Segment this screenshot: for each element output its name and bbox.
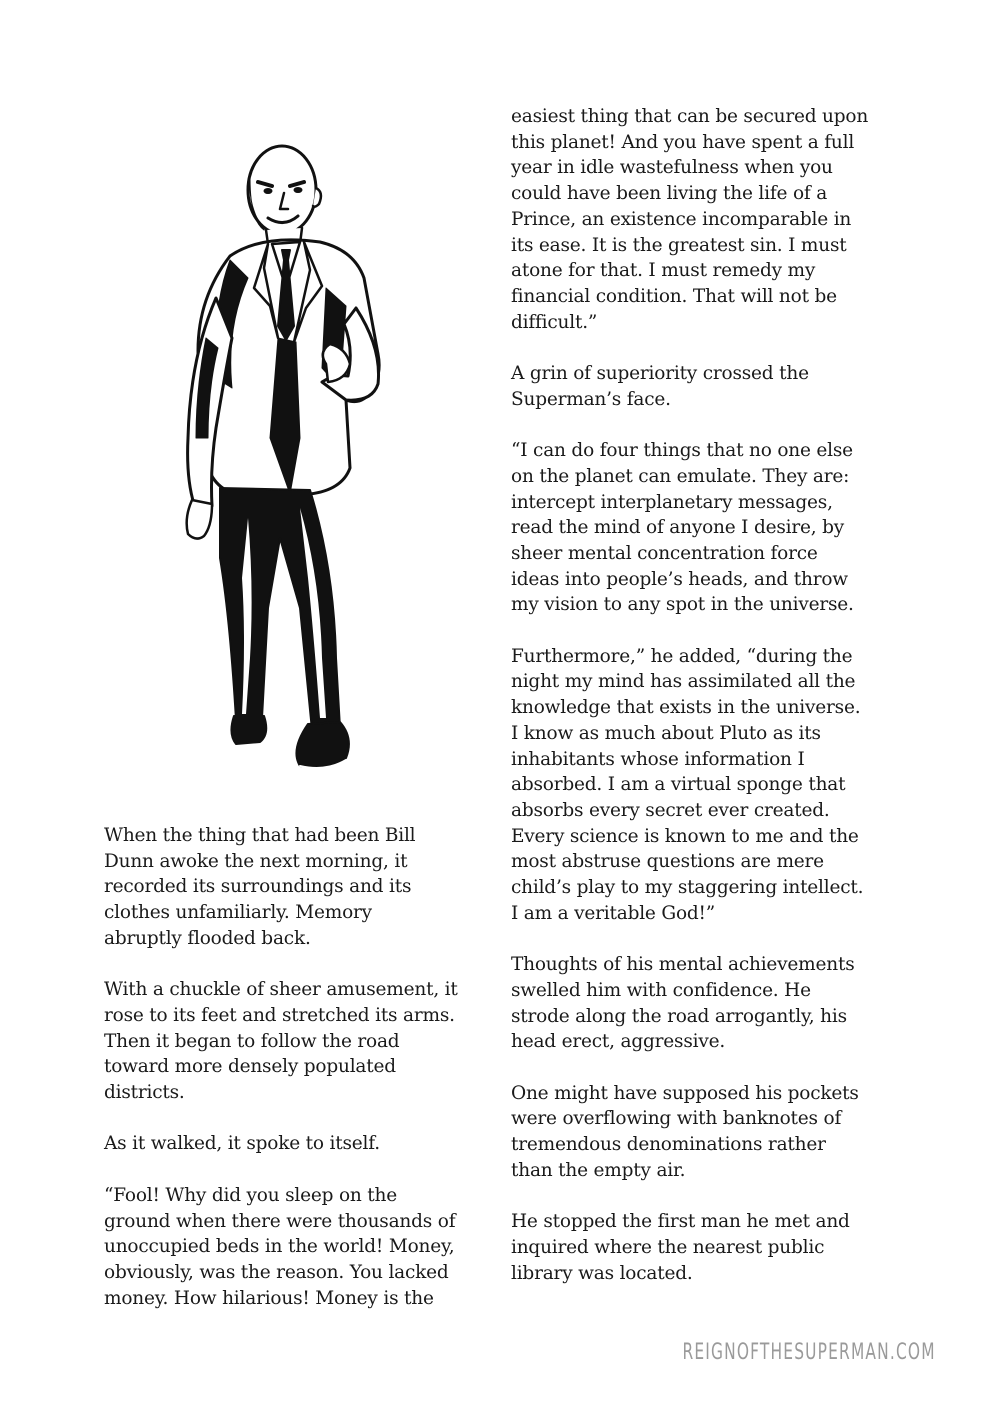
- paragraph: easiest thing that can be secured upon this planet! And you have spent a full year in idle wastefulness when you could have been living the life of a Prince, an existence incomparable in its ease. It is the greatest sin. I must atone for that. I must remedy my financial condition. That will not be difficult.”: [511, 106, 869, 333]
- footer-site-url: REIGNOFTHESUPERMAN.COM: [682, 1340, 936, 1365]
- paragraph: Thoughts of his mental achievements swelled him with confidence. He strode along the road arrogantly, his head erect, aggressive.: [511, 954, 855, 1053]
- text-column-left: [104, 823, 499, 1311]
- text-column-right: [511, 104, 911, 1286]
- paragraph: “Fool! Why did you sleep on the ground when there were thousands of unoccupied beds in the world! Money, obviously, was the reason. You lacked money. How hilarious! Money is the: [104, 1184, 456, 1309]
- paragraph: As it walked, it spoke to itself.: [104, 1133, 380, 1155]
- paragraph: When the thing that had been Bill Dunn awoke the next morning, it recorded its surroundings and its clothes unfamiliarly. Memory abruptly flooded back.: [104, 825, 416, 949]
- paragraph: “I can do four things that no one else on the planet can emulate. They are: intercept interplanetary messages, read the mind of anyone I desire, by sheer mental concentration force ideas into people’s heads, and throw my vision to any spot in the universe.: [511, 440, 854, 616]
- paragraph: He stopped the first man he met and inquired where the nearest public library was located.: [511, 1211, 850, 1284]
- bald-man-illustration: [150, 138, 390, 778]
- paragraph: A grin of superiority crossed the Superman’s face.: [511, 363, 809, 410]
- paragraph: With a chuckle of sheer amusement, it rose to its feet and stretched its arms. Then it began to follow the road toward more densely populated districts.: [104, 979, 458, 1104]
- paragraph: One might have supposed his pockets were overflowing with banknotes of tremendous denominations rather than the empty air.: [511, 1082, 859, 1181]
- paragraph: Furthermore,” he added, “during the night my mind has assimilated all the knowledge that exists in the universe. I know as much about Pluto as its inhabitants whose information I absorbed. I am a virtual sponge that absorbs every secret ever created. Every science is known to me and the most abstruse questions are mere child’s play to my staggering intellect. I am a veritable God!”: [511, 645, 864, 924]
